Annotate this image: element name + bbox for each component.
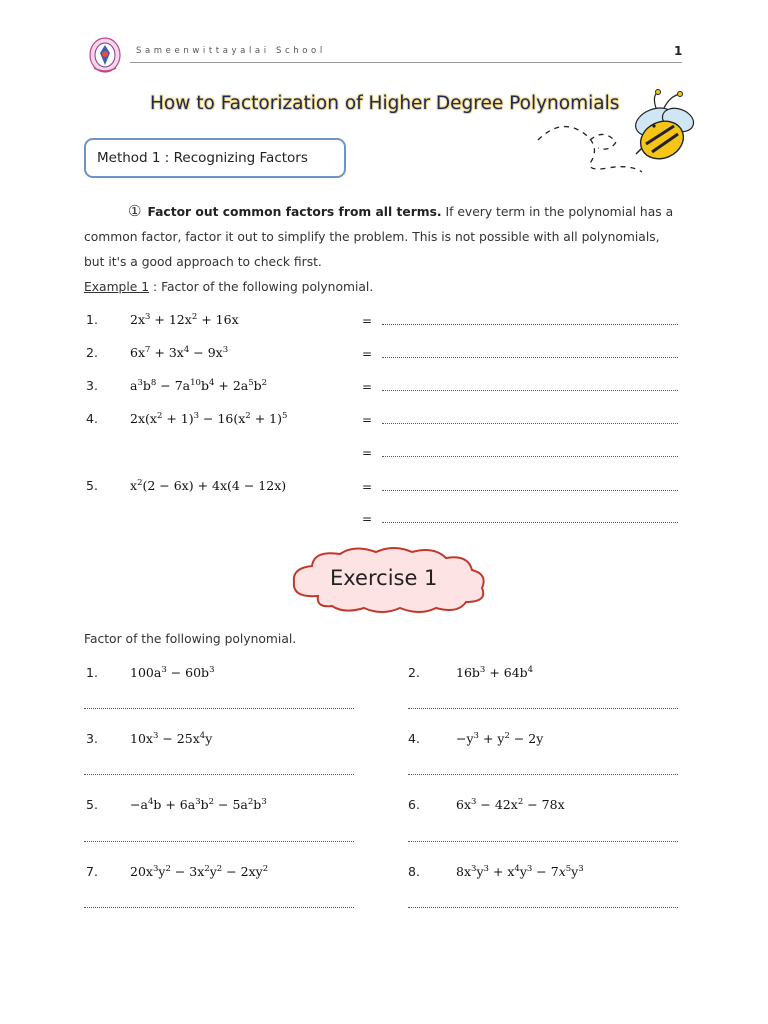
exercise-item-number: 1. — [86, 665, 98, 680]
answer-line[interactable] — [382, 456, 678, 457]
exercise-expression: $100a^3 - 60b^3$ — [130, 665, 215, 680]
answer-line[interactable] — [84, 841, 354, 842]
example-expression: $x^2(2 - 6x) + 4x(4 - 12x)$ — [130, 478, 287, 493]
method-label: Method 1 : Recognizing Factors — [97, 150, 308, 166]
example-expression: $6x^7 + 3x^4 - 9x^3$ — [130, 345, 229, 360]
answer-line[interactable] — [84, 708, 354, 709]
answer-line[interactable] — [408, 907, 678, 908]
answer-line[interactable] — [382, 357, 678, 358]
example-expression: $2x^3 + 12x^2 + 16x$ — [130, 312, 239, 327]
exercise-expression: $6x^3 - 42x^2 - 78x$ — [456, 797, 565, 812]
example-item-number: 2. — [86, 345, 98, 360]
bee-icon — [530, 88, 700, 188]
step-marker: ① — [128, 202, 142, 220]
exercise-expression: $8x^3y^3 + x^4y^3 - 7x^5y^3$ — [456, 864, 584, 879]
exercise-item-number: 5. — [86, 797, 98, 812]
equals-sign: = — [362, 347, 373, 361]
answer-line[interactable] — [408, 708, 678, 709]
exercise-expression: $-y^3 + y^2 - 2y$ — [456, 731, 544, 746]
exercise-title: Exercise 1 — [330, 566, 438, 590]
answer-line[interactable] — [382, 490, 678, 491]
example-instruction: Factor of the following polynomial. — [161, 280, 374, 294]
answer-line[interactable] — [84, 774, 354, 775]
page-number: 1 — [674, 44, 683, 58]
example-label: Example 1 — [84, 280, 150, 294]
step-line-3: but it's a good approach to check first. — [84, 255, 322, 269]
exercise-expression: $10x^3 - 25x^4y$ — [130, 731, 213, 746]
equals-sign: = — [362, 380, 373, 394]
example-item-number: 1. — [86, 312, 98, 327]
header-divider — [130, 62, 682, 63]
exercise-expression: $16b^3 + 64b^4$ — [456, 665, 534, 680]
answer-line[interactable] — [382, 390, 678, 391]
method-heading-box — [84, 138, 346, 178]
equals-sign: = — [362, 480, 373, 494]
exercise-expression: $20x^3y^2 - 3x^2y^2 - 2xy^2$ — [130, 864, 269, 879]
equals-sign: = — [362, 413, 373, 427]
step-line-1 — [84, 199, 680, 225]
school-name: Sameenwittayalai School — [136, 46, 326, 56]
exercise-item-number: 2. — [408, 665, 420, 680]
example-item-number: 3. — [86, 378, 98, 393]
answer-line[interactable] — [408, 774, 678, 775]
example-expression: $a^3b^8 - 7a^{10}b^4 + 2a^5b^2$ — [130, 378, 268, 393]
exercise-item-number: 7. — [86, 864, 98, 879]
exercise-expression: $-a^4b + 6a^3b^2 - 5a^2b^3$ — [130, 797, 267, 812]
example-expression: $2x(x^2 + 1)^3 - 16(x^2 + 1)^5$ — [130, 411, 288, 426]
example-item-number: 5. — [86, 478, 98, 493]
equals-sign: = — [362, 314, 373, 328]
equals-sign: = — [362, 512, 373, 526]
example-colon: : — [149, 280, 162, 294]
answer-line[interactable] — [408, 841, 678, 842]
exercise-item-number: 6. — [408, 797, 420, 812]
exercise-item-number: 8. — [408, 864, 420, 879]
example-heading — [84, 275, 680, 300]
step-bold-text: Factor out common factors from all terms. — [147, 205, 442, 219]
step-line-1-rest: If every term in the polynomial has a — [441, 205, 674, 219]
page-title: How to Factorization of Higher Degree Polynomials — [150, 93, 620, 114]
exercise-item-number: 3. — [86, 731, 98, 746]
answer-line[interactable] — [84, 907, 354, 908]
step-line-2: common factor, factor it out to simplify the problem. This is not possible with all polynomials, — [84, 230, 660, 244]
answer-line[interactable] — [382, 423, 678, 424]
answer-line[interactable] — [382, 522, 678, 523]
exercise-instruction: Factor of the following polynomial. — [84, 632, 297, 646]
equals-sign: = — [362, 446, 373, 460]
exercise-item-number: 4. — [408, 731, 420, 746]
step-paragraph — [84, 199, 680, 300]
school-crest-icon — [88, 36, 122, 74]
answer-line[interactable] — [382, 324, 678, 325]
example-item-number: 4. — [86, 411, 98, 426]
